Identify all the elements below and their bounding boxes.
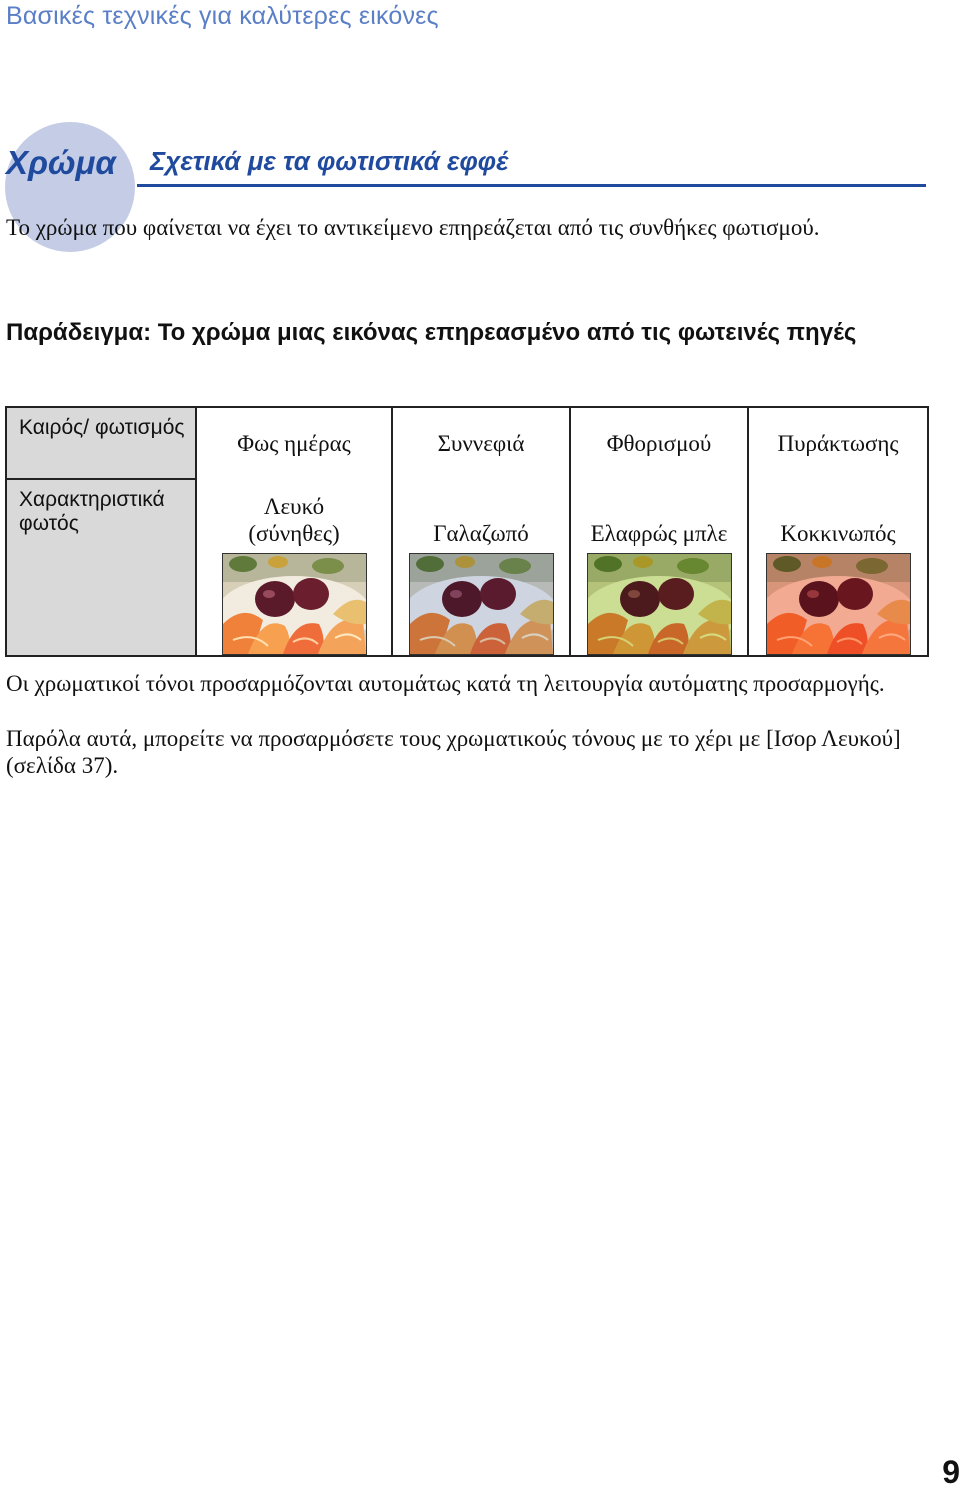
subsection-title: Σχετικά με τα φωτιστικά εφφέ — [150, 146, 509, 176]
running-header: Βασικές τεχνικές για καλύτερες εικόνες — [6, 2, 439, 30]
section-title: Χρώμα — [6, 144, 116, 181]
fruit-photo — [409, 553, 554, 655]
fruit-photo — [222, 553, 367, 655]
table-row-characteristics — [6, 479, 928, 656]
fruit-photo — [587, 553, 732, 655]
cell-lighting: Φθορισμού — [570, 407, 748, 479]
cell-lighting: Φως ημέρας — [196, 407, 392, 479]
page-number: 9 — [942, 1454, 960, 1490]
cell-lighting: Συννεφιά — [392, 407, 570, 479]
photo-tint-overlay — [588, 554, 731, 654]
note-paragraph-manual: Παρόλα αυτά, μπορείτε να προσαρμόσετε τους χρωματικούς τόνους με το χέρι με [Ισορ Λευκού] (σελίδα 37). — [6, 726, 901, 778]
section-rule — [137, 184, 926, 187]
intro-paragraph: Το χρώμα που φαίνεται να έχει το αντικείμενο επηρεάζεται από τις συνθήκες φωτισμού. — [6, 215, 820, 240]
characteristic-label: Λευκό (σύνηθες) — [248, 494, 340, 546]
cell-characteristic — [570, 479, 748, 656]
characteristic-label: Ελαφρώς μπλε — [590, 521, 728, 546]
row-header-lighting: Καιρός/ φωτισμός — [6, 407, 196, 479]
characteristic-label: Κοκκινωπός — [780, 521, 896, 546]
characteristic-label: Γαλαζωπό — [433, 521, 529, 546]
table-row-lighting — [6, 407, 928, 479]
cell-characteristic — [196, 479, 392, 656]
photo-tint-overlay — [410, 554, 553, 654]
photo-tint-overlay — [223, 554, 366, 654]
fruit-photo — [766, 553, 911, 655]
row-header-characteristics: Χαρακτηριστικά φωτός — [6, 479, 196, 656]
note-paragraph-auto: Οι χρωματικοί τόνοι προσαρμόζονται αυτομάτως κατά τη λειτουργία αυτόματης προσαρμογής. — [6, 671, 885, 696]
lighting-table — [5, 406, 929, 657]
cell-characteristic — [748, 479, 928, 656]
cell-lighting: Πυράκτωσης — [748, 407, 928, 479]
example-heading: Παράδειγμα: Το χρώμα μιας εικόνας επηρεασμένο από τις φωτεινές πηγές — [6, 319, 857, 346]
photo-tint-overlay — [767, 554, 910, 654]
cell-characteristic — [392, 479, 570, 656]
